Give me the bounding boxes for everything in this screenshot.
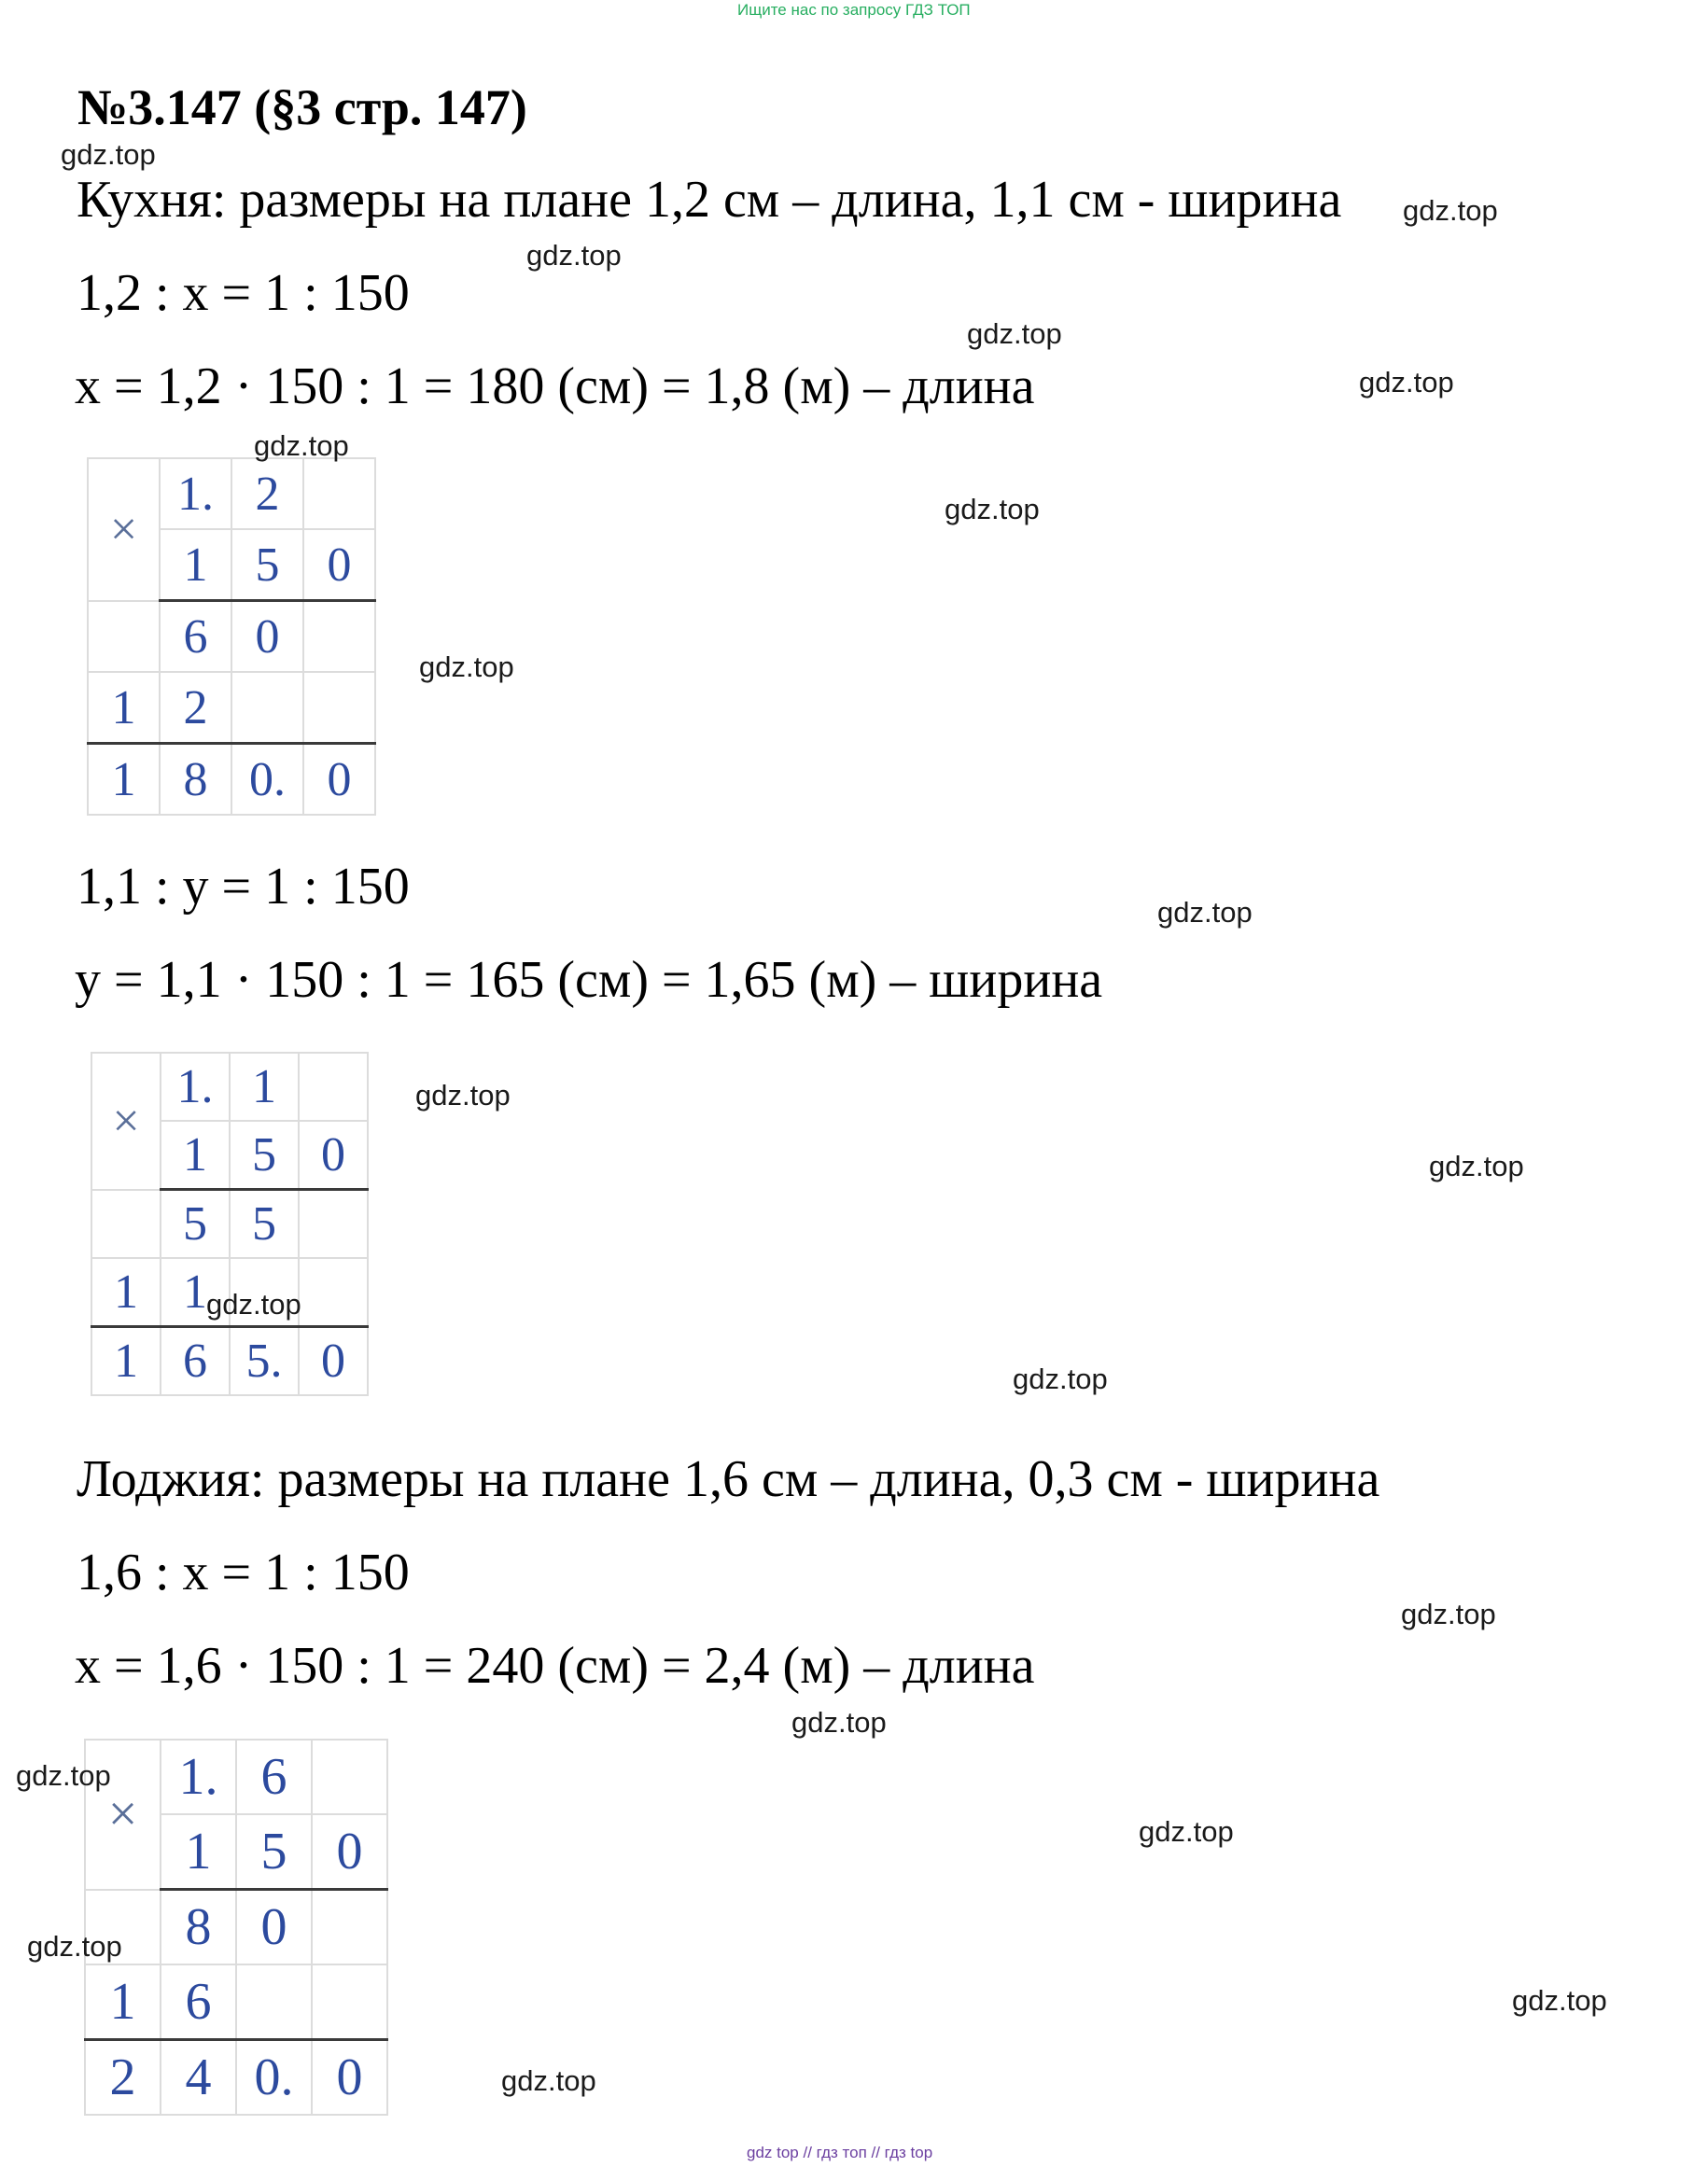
watermark: gdz.top [254, 429, 349, 462]
calc-cell: 4 [161, 2040, 236, 2116]
watermark: gdz.top [526, 239, 622, 272]
calc-cell: 1 [91, 1258, 161, 1327]
loggia-length-result: x = 1,6 · 150 : 1 = 240 (см) = 2,4 (м) – длина [75, 1637, 1035, 1695]
calc-cell: 1 [88, 672, 160, 744]
page-title: №3.147 (§3 стр. 147) [77, 79, 527, 135]
calc-cell [312, 1964, 387, 2040]
calc-cell: 6 [236, 1740, 312, 1814]
calc-cell [236, 1964, 312, 2040]
calc-cell [299, 1258, 368, 1327]
watermark: gdz.top [1429, 1150, 1524, 1182]
loggia-length-proportion: 1,6 : x = 1 : 150 [77, 1544, 410, 1601]
watermark: gdz.top [1401, 1598, 1496, 1630]
calc-cell: 0. [236, 2040, 312, 2116]
calc-cell: 1 [161, 1258, 230, 1327]
calc-cell: 1 [161, 1814, 236, 1890]
calc-cell: 0 [236, 1890, 312, 1965]
kitchen-length-result: x = 1,2 · 150 : 1 = 180 (см) = 1,8 (м) – длина [75, 357, 1035, 415]
calc-cell: 0 [312, 1814, 387, 1890]
kitchen-heading: Кухня: размеры на плане 1,2 см – длина, 1,1 см - ширина [77, 171, 1342, 229]
calc-cell: 0 [312, 2040, 387, 2116]
watermark: gdz.top [501, 2064, 596, 2097]
search-banner: Ищите нас по запросу ГДЗ ТОП [737, 1, 971, 19]
kitchen-width-multiplication [91, 1052, 369, 1396]
calc-cell: 1 [91, 1327, 161, 1396]
watermark: gdz.top [61, 138, 156, 171]
calc-cell: 5 [230, 1121, 299, 1190]
calc-cell: 5. [230, 1327, 299, 1396]
watermark: gdz.top [16, 1759, 111, 1792]
watermark: gdz.top [419, 650, 514, 683]
calc-cell: 5 [236, 1814, 312, 1890]
calc-cell: 6 [160, 601, 231, 673]
calc-cell: 1 [160, 529, 231, 601]
calc-cell: 0. [231, 744, 303, 816]
watermark: gdz.top [1403, 194, 1498, 227]
calc-cell: 0 [303, 744, 375, 816]
watermark: gdz.top [791, 1706, 887, 1739]
watermark: gdz.top [206, 1288, 301, 1321]
watermark: gdz.top [1013, 1363, 1108, 1395]
kitchen-width-proportion: 1,1 : y = 1 : 150 [77, 858, 410, 916]
watermark: gdz.top [1512, 1984, 1607, 2017]
calc-cell: 8 [160, 744, 231, 816]
multiply-sign: × [91, 1053, 161, 1190]
calc-cell [299, 1053, 368, 1121]
calc-cell: 1. [161, 1740, 236, 1814]
kitchen-width-result: y = 1,1 · 150 : 1 = 165 (см) = 1,65 (м) – ширина [75, 951, 1103, 1009]
calc-cell: 5 [161, 1190, 230, 1259]
calc-cell: 6 [161, 1327, 230, 1396]
calc-cell: 1. [160, 458, 231, 529]
calc-cell [312, 1890, 387, 1965]
calc-cell: 1 [88, 744, 160, 816]
calc-cell [303, 601, 375, 673]
calc-cell: 6 [161, 1964, 236, 2040]
calc-cell: 5 [230, 1190, 299, 1259]
watermark: gdz.top [1139, 1815, 1234, 1848]
calc-cell: 0 [231, 601, 303, 673]
calc-cell [303, 672, 375, 744]
calc-cell [299, 1190, 368, 1259]
watermark: gdz.top [945, 493, 1040, 525]
calc-cell: 1 [230, 1053, 299, 1121]
calc-cell [231, 672, 303, 744]
calc-cell [312, 1740, 387, 1814]
calc-cell: 2 [85, 2040, 161, 2116]
watermark: gdz.top [967, 317, 1062, 350]
calc-cell [303, 458, 375, 529]
multiply-sign: × [88, 458, 160, 601]
calc-cell: 0 [299, 1327, 368, 1396]
kitchen-length-proportion: 1,2 : x = 1 : 150 [77, 264, 410, 322]
calc-cell: 8 [161, 1890, 236, 1965]
calc-cell: 0 [303, 529, 375, 601]
loggia-length-multiplication [84, 1739, 388, 2116]
kitchen-length-multiplication [87, 457, 376, 816]
calc-cell [91, 1190, 161, 1259]
calc-cell: 1 [85, 1964, 161, 2040]
calc-cell: 5 [231, 529, 303, 601]
loggia-heading: Лоджия: размеры на плане 1,6 см – длина, 0,3 см - ширина [77, 1450, 1380, 1508]
calc-cell: 2 [231, 458, 303, 529]
watermark: gdz.top [27, 1930, 122, 1963]
calc-cell: 0 [299, 1121, 368, 1190]
calc-cell: 2 [160, 672, 231, 744]
footer-text: gdz top // гдз топ // гдз top [747, 2144, 933, 2161]
calc-cell: 1 [161, 1121, 230, 1190]
calc-cell [88, 601, 160, 673]
watermark: gdz.top [1157, 896, 1253, 929]
multiply-sign: × [85, 1740, 161, 1890]
watermark: gdz.top [415, 1079, 511, 1111]
calc-cell: 1. [161, 1053, 230, 1121]
watermark: gdz.top [1359, 366, 1454, 398]
